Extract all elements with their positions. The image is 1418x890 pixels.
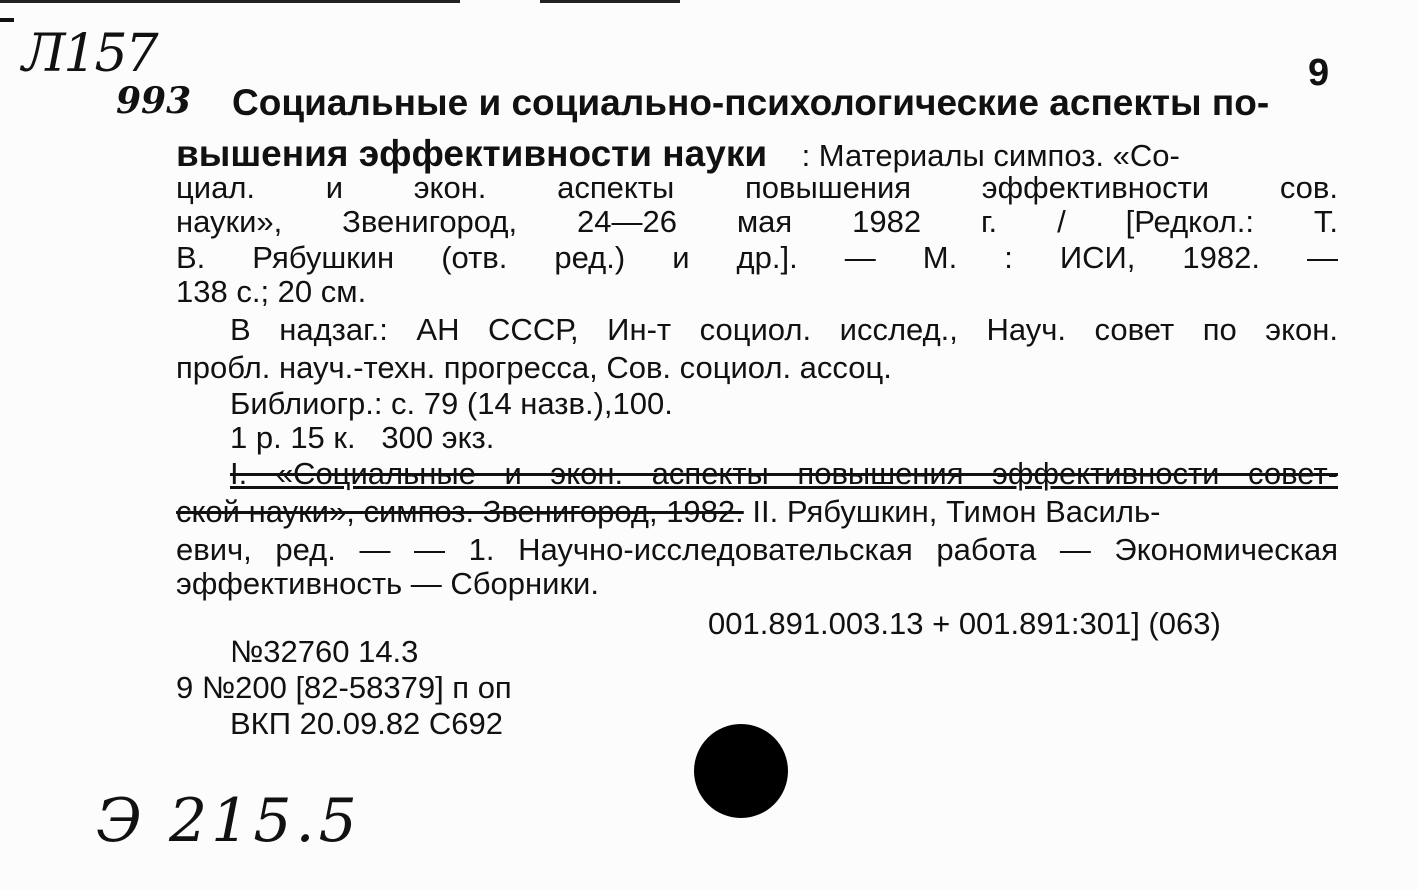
bibliography-note: Библиогр.: с. 79 (14 назв.),100. — [230, 386, 673, 421]
handwritten-top-mark: Л157 — [22, 24, 157, 84]
nadzag-line-1: В надзаг.: АН СССР, Ин-т социол. исслед., Науч. совет по экон. — [230, 312, 1338, 347]
tracing-line-4: эффективность — Сборники. — [176, 566, 599, 601]
body-line: циал. и экон. аспекты повышения эффективности сов. — [176, 170, 1338, 205]
editor-tracing: II. Рябушкин, Тимон Василь- — [752, 494, 1161, 529]
body-line: науки», Звенигород, 24—26 мая 1982 г. / [Редкол.: Т. — [176, 204, 1338, 239]
handwritten-shelf-code: Э 215.5 — [96, 786, 361, 856]
title-line-1: Социальные и социально-психологические аспекты по- — [232, 82, 1270, 123]
top-edge-rule — [0, 0, 460, 3]
body-line: В. Рябушкин (отв. ред.) и др.]. — М. : ИСИ, 1982. — — [176, 240, 1338, 275]
card-number: №32760 14.3 — [230, 634, 419, 669]
top-edge-rule — [540, 0, 680, 3]
tracing-line-1: I. «Социальные и экон. аспекты повышения эффективности совет- — [230, 456, 1338, 491]
order-number: 9 №200 [82-58379] п оп — [176, 670, 512, 705]
title-line-2 — [176, 133, 1338, 175]
udc-classification: 001.891.003.13 + 001.891:301] (063) — [708, 606, 1221, 641]
page-number: 9 — [1308, 52, 1330, 94]
body-line: 138 с.; 20 см. — [176, 274, 367, 309]
struck-tracing: ской науки», симпоз. Звенигород, 1982. — [176, 494, 744, 529]
nadzag-line-2: пробл. науч.-техн. прогресса, Сов. социол. ассоц. — [176, 350, 892, 385]
edge-mark — [0, 18, 14, 22]
title-continuation: вышения эффективности науки — [176, 133, 768, 174]
punch-hole — [694, 724, 788, 818]
price-and-print-run: 1 р. 15 к. 300 экз. — [230, 420, 495, 455]
handwritten-entry-number: 993 — [116, 80, 192, 122]
materials-note: : Материалы симпоз. «Со- — [801, 138, 1180, 173]
tracing-line-3: евич, ред. — — 1. Научно-исследовательская работа — Экономическая — [176, 532, 1338, 567]
tracing-line-2 — [176, 494, 1338, 530]
registry-line: ВКП 20.09.82 С692 — [230, 706, 504, 741]
